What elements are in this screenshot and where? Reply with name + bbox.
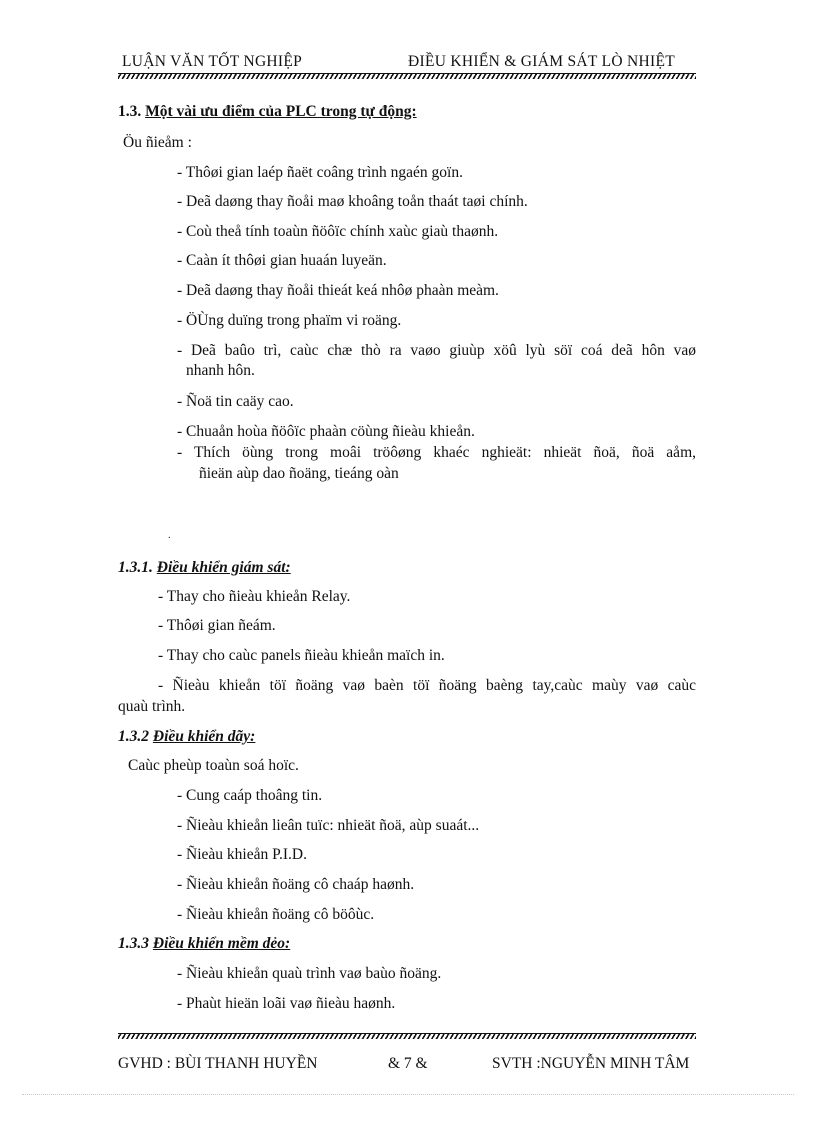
list-item: - Coù theå tính toaùn ñöôïc chính xaùc giaù thaønh. [177, 223, 499, 240]
list-item: - Deã baûo trì, caùc chæ thò ra vaøo giuùp xöû lyù söï coá deã hôn vaø [177, 342, 696, 359]
section-1-3-1-heading [118, 559, 291, 577]
section-1-3-3-heading [118, 935, 290, 953]
header-rule [118, 73, 696, 79]
section-1-3-intro: Öu ñieåm : [123, 134, 192, 151]
list-item: - Thay cho ñieàu khieån Relay. [158, 588, 351, 605]
footer-rule [118, 1033, 696, 1039]
section-1-3-3-number: 1.3.3 [118, 935, 149, 952]
list-item: - Thay cho caùc panels ñieàu khieån maïch in. [158, 647, 445, 664]
section-1-3-number: 1.3. [118, 103, 142, 120]
list-item: - Chuaån hoùa ñöôïc phaàn cöùng ñieàu khieån. [177, 423, 475, 440]
list-item: - Ñieàu khieån P.I.D. [177, 846, 307, 863]
page-edge-divider [22, 1094, 794, 1095]
list-item: - Ñoä tin caäy cao. [177, 393, 294, 410]
list-item: - Ñieàu khieån töï ñoäng vaø baèn töï ñoäng baèng tay,caùc maùy vaø caùc [158, 677, 696, 694]
list-item: - Ñieàu khieån lieân tuïc: nhieät ñoä, aùp suaát... [177, 817, 480, 834]
list-item: - Ñieàu khieån ñoäng cô böôùc. [177, 906, 375, 923]
list-item: - ÖÙng duïng trong phaïm vi roäng. [177, 312, 402, 329]
list-item: - Phaùt hieän loãi vaø ñieàu haønh. [177, 995, 396, 1012]
stray-mark: . [168, 530, 171, 541]
list-item-continuation: quaù trình. [118, 698, 186, 715]
section-1-3-1-title: Điều khiển giám sát: [156, 559, 291, 576]
section-1-3-2-intro: Caùc pheùp toaùn soá hoïc. [128, 757, 299, 774]
footer-right: SVTH :NGUYỄN MINH TÂM [492, 1055, 690, 1072]
list-item: - Thích öùng trong moâi tröôøng khaéc nghieät: nhieät ñoä, ñoä aåm, [177, 444, 696, 461]
section-1-3-1-number: 1.3.1. [118, 559, 153, 576]
section-1-3-3-title: Điều khiển mềm dẻo: [152, 935, 291, 952]
list-item: - Deã daøng thay ñoåi thieát keá nhôø phaàn meàm. [177, 282, 499, 299]
header-left: LUẬN VĂN TỐT NGHIỆP [122, 53, 303, 70]
list-item: - Caàn ít thôøi gian huaán luyeän. [177, 252, 387, 269]
list-item: - Ñieàu khieån ñoäng cô chaáp haønh. [177, 876, 415, 893]
header-right: ĐIỀU KHIỂN & GIÁM SÁT LÒ NHIỆT [408, 53, 676, 70]
list-item: - Ñieàu khieån quaù trình vaø baùo ñoäng. [177, 965, 442, 982]
list-item: - Cung caáp thoâng tin. [177, 787, 323, 804]
list-item: - Thôøi gian laép ñaët coâng trình ngaén goïn. [177, 164, 463, 181]
list-item-continuation: ñieän aùp dao ñoäng, tieáng oàn [199, 465, 399, 482]
list-item: - Thôøi gian ñeám. [158, 617, 276, 634]
page-number: & 7 & [388, 1055, 428, 1072]
list-item-continuation: nhanh hôn. [186, 362, 255, 379]
section-1-3-title: Một vài ưu điểm của PLC trong tự động: [145, 103, 417, 120]
section-1-3-2-number: 1.3.2 [118, 728, 149, 745]
footer-left: GVHD : BÙI THANH HUYỀN [118, 1055, 318, 1072]
list-item: - Deã daøng thay ñoåi maø khoâng toån thaát taøi chính. [177, 193, 528, 210]
section-1-3-2-title: Điều khiển dãy: [152, 728, 256, 745]
section-1-3-2-heading [118, 728, 255, 746]
section-1-3-heading [118, 103, 417, 121]
